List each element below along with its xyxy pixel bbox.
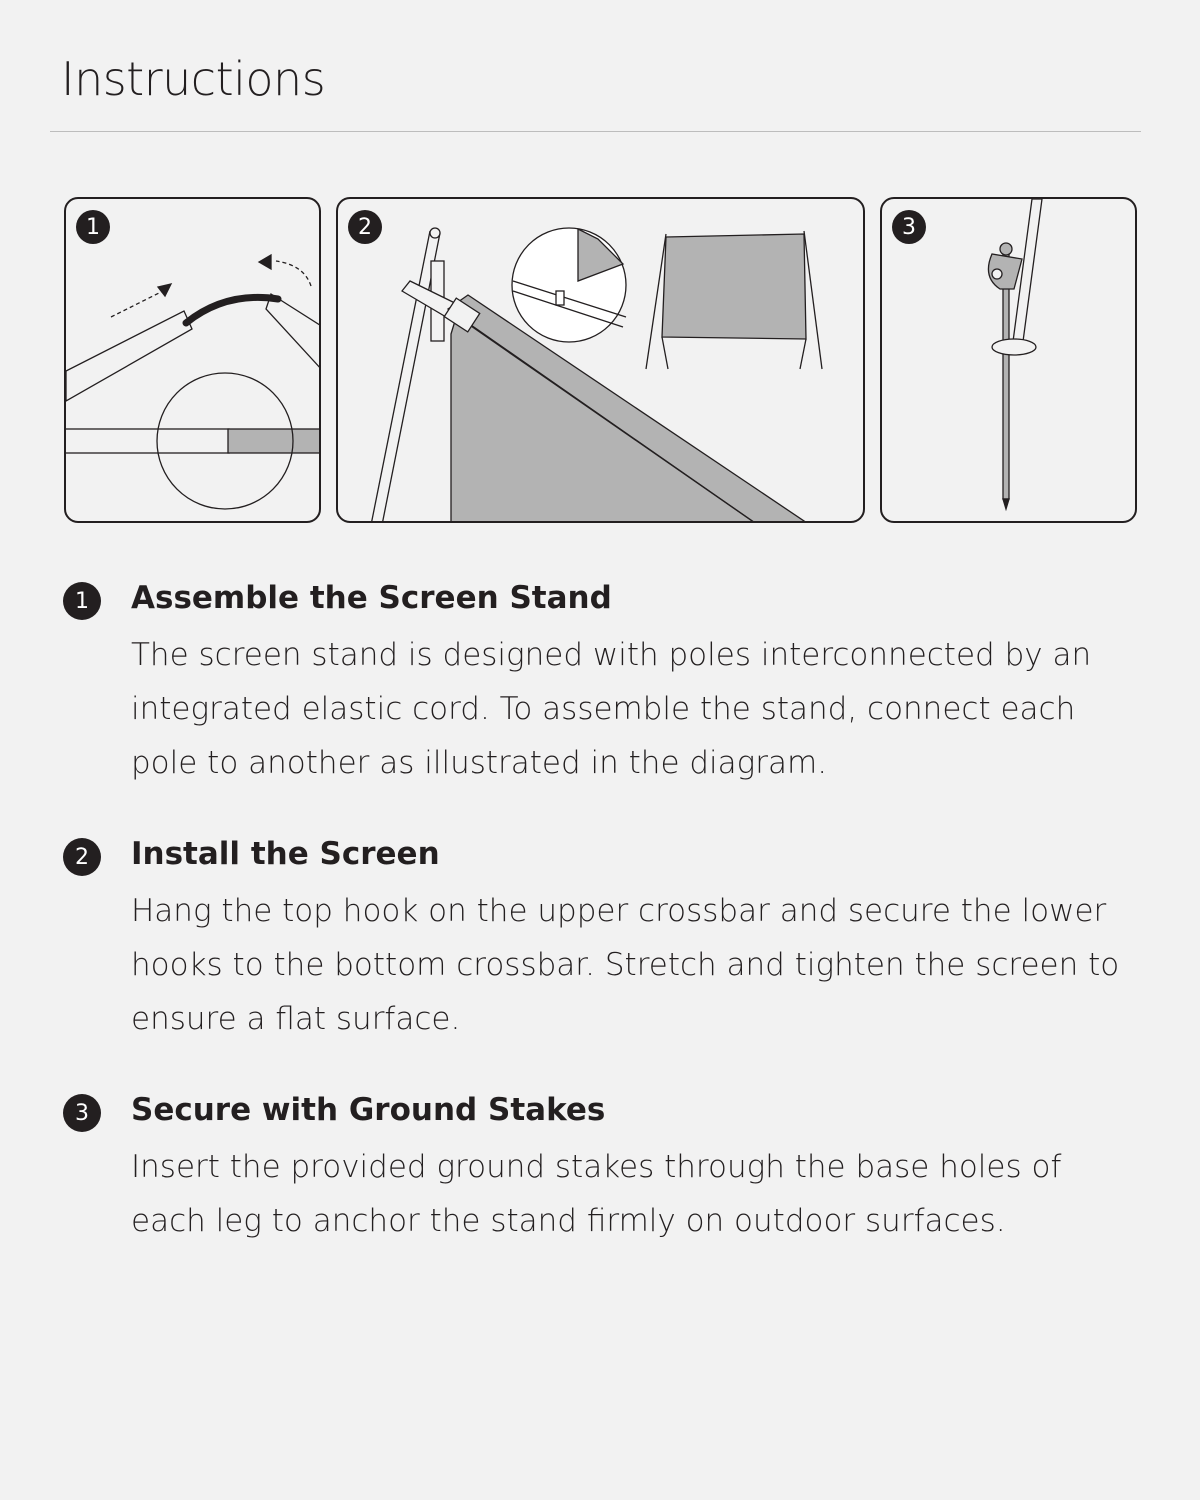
panel-number-badge: 2 — [348, 210, 382, 244]
step-body: Insert the provided ground stakes through the base holes of each leg to anchor the stand firmly on outdoor surfaces. — [131, 1149, 1062, 1239]
step-number-badge: 1 — [63, 582, 101, 620]
step-heading: Install the Screen — [131, 836, 440, 872]
divider — [50, 131, 1141, 132]
step-heading: Assemble the Screen Stand — [131, 580, 612, 616]
page-title: Instructions — [61, 52, 326, 106]
illustration-panel-3 — [880, 197, 1137, 523]
illustration-panel-2 — [336, 197, 865, 523]
illustration-panel-1 — [64, 197, 321, 523]
ground-stake-icon — [882, 199, 1137, 523]
step-heading: Secure with Ground Stakes — [131, 1092, 606, 1128]
step-body: Hang the top hook on the upper crossbar and secure the lower hooks to the bottom crossbar. Stretch and tighten the screen to ensure a flat surface. — [131, 893, 1120, 1037]
panel-number-badge: 3 — [892, 210, 926, 244]
screen-hanging-icon — [338, 199, 865, 523]
step-number-badge: 2 — [63, 838, 101, 876]
panel-number-badge: 1 — [76, 210, 110, 244]
step-body: The screen stand is designed with poles interconnected by an integrated elastic cord. To assemble the stand, connect each pole to another as illustrated in the diagram. — [131, 637, 1092, 781]
step-number-badge: 3 — [63, 1094, 101, 1132]
pole-connection-icon — [66, 199, 321, 523]
